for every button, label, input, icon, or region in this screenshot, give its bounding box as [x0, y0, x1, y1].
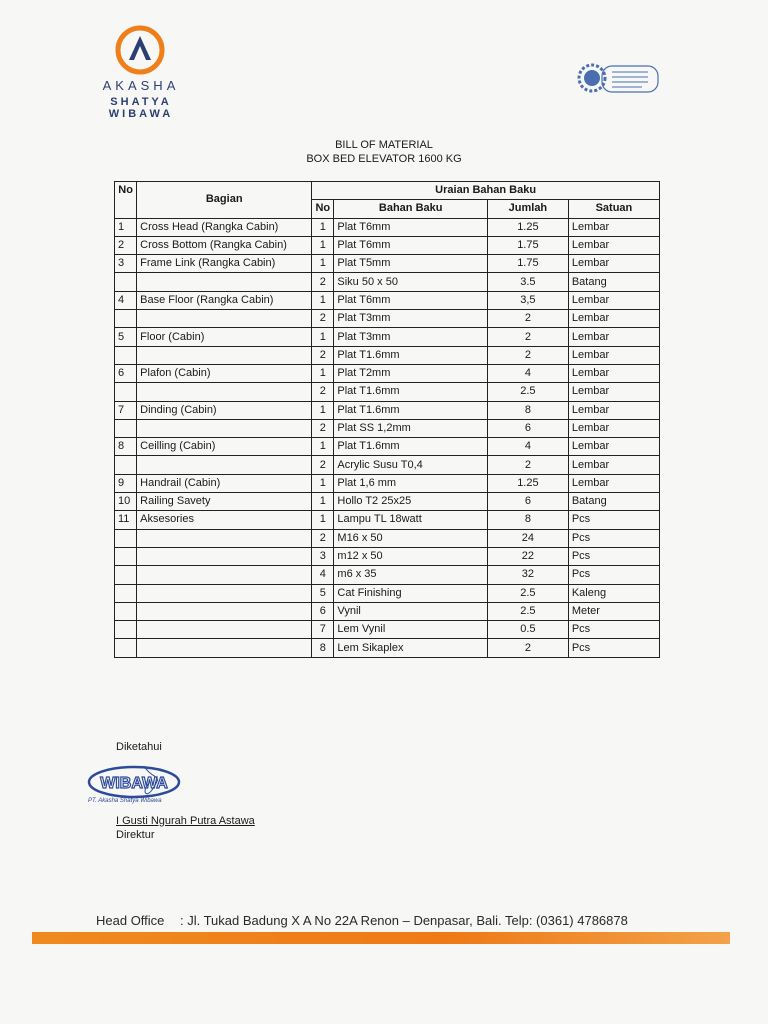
cell-bahan-baku: Plat 1,6 mm [334, 474, 488, 492]
table-row [115, 401, 660, 419]
cell-no2: 8 [312, 639, 334, 657]
cell-bahan-baku: Siku 50 x 50 [334, 273, 488, 291]
cell-no: 2 [115, 236, 137, 254]
cell-no2: 4 [312, 566, 334, 584]
cell-no [115, 529, 137, 547]
cell-jumlah: 24 [487, 529, 568, 547]
cell-no [115, 419, 137, 437]
company-name-line2: SHATYA WIBAWA [108, 96, 174, 120]
cell-bahan-baku: m12 x 50 [334, 547, 488, 565]
table-row [115, 328, 660, 346]
table-row [115, 383, 660, 401]
cell-jumlah: 2 [487, 639, 568, 657]
cell-bahan-baku: Plat T2mm [334, 364, 488, 382]
cell-satuan: Pcs [568, 639, 659, 657]
cell-satuan: Lembar [568, 364, 659, 382]
table-row [115, 529, 660, 547]
cell-no2: 2 [312, 273, 334, 291]
cell-bahan-baku: M16 x 50 [334, 529, 488, 547]
cell-jumlah: 22 [487, 547, 568, 565]
cell-no [115, 310, 137, 328]
cell-bagian: Base Floor (Rangka Cabin) [137, 291, 312, 309]
cell-bagian [137, 419, 312, 437]
cell-bagian [137, 566, 312, 584]
cell-bagian: Cross Head (Rangka Cabin) [137, 218, 312, 236]
cell-jumlah: 6 [487, 493, 568, 511]
cell-bagian: Aksesories [137, 511, 312, 529]
table-row [115, 346, 660, 364]
cell-no: 7 [115, 401, 137, 419]
header-no2: No [312, 200, 334, 218]
cell-no [115, 584, 137, 602]
document-title [0, 138, 768, 166]
cell-jumlah: 2.5 [487, 584, 568, 602]
cell-no2: 1 [312, 438, 334, 456]
cell-bahan-baku: Plat SS 1,2mm [334, 419, 488, 437]
cell-no2: 2 [312, 310, 334, 328]
table-row [115, 419, 660, 437]
cell-no2: 1 [312, 236, 334, 254]
cell-no2: 2 [312, 529, 334, 547]
title-line2: BOX BED ELEVATOR 1600 KG [306, 153, 462, 165]
cell-no2: 1 [312, 328, 334, 346]
cell-jumlah: 4 [487, 364, 568, 382]
cell-no2: 2 [312, 383, 334, 401]
table-row [115, 291, 660, 309]
cell-no2: 3 [312, 547, 334, 565]
cell-no [115, 456, 137, 474]
cell-bagian [137, 456, 312, 474]
cell-jumlah: 2 [487, 310, 568, 328]
cell-bagian [137, 621, 312, 639]
table-row [115, 438, 660, 456]
cell-bahan-baku: Plat T6mm [334, 236, 488, 254]
table-row [115, 236, 660, 254]
cell-jumlah: 6 [487, 419, 568, 437]
signatory-name: I Gusti Ngurah Putra Astawa [116, 815, 255, 827]
cell-satuan: Lembar [568, 383, 659, 401]
cell-no: 4 [115, 291, 137, 309]
cell-satuan: Batang [568, 493, 659, 511]
header-uraian-bahan-baku: Uraian Bahan Baku [312, 182, 660, 200]
cell-jumlah: 1.25 [487, 474, 568, 492]
cell-satuan: Pcs [568, 621, 659, 639]
cell-bagian: Frame Link (Rangka Cabin) [137, 255, 312, 273]
akasha-logo-icon [114, 24, 166, 76]
cell-bagian [137, 584, 312, 602]
table-row [115, 218, 660, 236]
cell-no [115, 383, 137, 401]
table-row [115, 493, 660, 511]
cell-no [115, 621, 137, 639]
table-row [115, 621, 660, 639]
signatory-position: Direktur [116, 829, 155, 841]
company-stamp [84, 762, 194, 812]
cell-no [115, 547, 137, 565]
cell-no2: 1 [312, 511, 334, 529]
header-jumlah: Jumlah [487, 200, 568, 218]
table-row [115, 456, 660, 474]
cell-no2: 1 [312, 364, 334, 382]
cell-no: 9 [115, 474, 137, 492]
cell-satuan: Lembar [568, 419, 659, 437]
cell-bahan-baku: Plat T1.6mm [334, 383, 488, 401]
cell-no [115, 639, 137, 657]
footer-color-bar [32, 932, 730, 944]
company-name-line1: AKASHA [102, 78, 180, 93]
footer-address-text: : Jl. Tukad Badung X A No 22A Renon – Denpasar, Bali. Telp: (0361) 4786878 [180, 913, 628, 928]
table-row [115, 474, 660, 492]
header-satuan: Satuan [568, 200, 659, 218]
cell-satuan: Lembar [568, 401, 659, 419]
cell-no2: 5 [312, 584, 334, 602]
cell-jumlah: 8 [487, 511, 568, 529]
cell-satuan: Lembar [568, 474, 659, 492]
cell-bahan-baku: Plat T5mm [334, 255, 488, 273]
cell-bagian [137, 529, 312, 547]
iso-certification-icon [576, 58, 660, 98]
cell-no2: 2 [312, 419, 334, 437]
cell-bahan-baku: Hollo T2 25x25 [334, 493, 488, 511]
cell-no [115, 566, 137, 584]
cell-bahan-baku: Acrylic Susu T0,4 [334, 456, 488, 474]
cell-bahan-baku: Plat T6mm [334, 291, 488, 309]
footer-address [96, 913, 628, 928]
cell-bagian: Handrail (Cabin) [137, 474, 312, 492]
cell-satuan: Pcs [568, 529, 659, 547]
cell-no: 3 [115, 255, 137, 273]
cell-jumlah: 4 [487, 438, 568, 456]
header-no: No [115, 182, 137, 219]
cell-no2: 6 [312, 602, 334, 620]
cell-jumlah: 1.75 [487, 255, 568, 273]
cell-no2: 1 [312, 474, 334, 492]
acknowledged-label: Diketahui [116, 741, 162, 753]
cell-satuan: Lembar [568, 438, 659, 456]
title-line1: BILL OF MATERIAL [335, 139, 433, 151]
company-logo [76, 22, 206, 120]
table-row [115, 566, 660, 584]
cell-satuan: Pcs [568, 547, 659, 565]
cell-no2: 1 [312, 255, 334, 273]
cell-bagian: Railing Savety [137, 493, 312, 511]
cell-bagian [137, 547, 312, 565]
cell-bagian: Cross Bottom (Rangka Cabin) [137, 236, 312, 254]
cell-satuan: Lembar [568, 291, 659, 309]
cell-bahan-baku: Lem Vynil [334, 621, 488, 639]
cell-jumlah: 3,5 [487, 291, 568, 309]
stamp-caption: PT. Akasha Shatya Wibawa [88, 798, 162, 804]
cell-bahan-baku: Plat T3mm [334, 328, 488, 346]
cell-satuan: Lembar [568, 236, 659, 254]
cell-bagian: Dinding (Cabin) [137, 401, 312, 419]
cell-no2: 1 [312, 218, 334, 236]
cell-bahan-baku: Plat T3mm [334, 310, 488, 328]
cell-no: 8 [115, 438, 137, 456]
cell-satuan: Lembar [568, 218, 659, 236]
cell-bagian [137, 310, 312, 328]
table-body [115, 218, 660, 657]
table-row [115, 602, 660, 620]
cell-satuan: Pcs [568, 511, 659, 529]
table-row [115, 584, 660, 602]
cell-no [115, 602, 137, 620]
cell-no: 1 [115, 218, 137, 236]
cell-jumlah: 2.5 [487, 383, 568, 401]
cell-jumlah: 0.5 [487, 621, 568, 639]
cell-bagian: Floor (Cabin) [137, 328, 312, 346]
cell-satuan: Lembar [568, 346, 659, 364]
cell-bagian [137, 639, 312, 657]
cell-bagian [137, 273, 312, 291]
cell-satuan: Kaleng [568, 584, 659, 602]
cell-bahan-baku: Vynil [334, 602, 488, 620]
table-row [115, 364, 660, 382]
cell-bahan-baku: Plat T1.6mm [334, 401, 488, 419]
cell-jumlah: 32 [487, 566, 568, 584]
cell-no2: 1 [312, 401, 334, 419]
cell-jumlah: 2.5 [487, 602, 568, 620]
cell-jumlah: 3.5 [487, 273, 568, 291]
table-row [115, 547, 660, 565]
cell-no [115, 346, 137, 364]
cell-bagian: Plafon (Cabin) [137, 364, 312, 382]
cell-satuan: Meter [568, 602, 659, 620]
cell-bahan-baku: Lampu TL 18watt [334, 511, 488, 529]
cell-jumlah: 1.75 [487, 236, 568, 254]
table-row [115, 511, 660, 529]
cell-satuan: Lembar [568, 255, 659, 273]
cell-no2: 1 [312, 493, 334, 511]
table-header-row [115, 182, 660, 200]
cell-bagian [137, 346, 312, 364]
header-bagian: Bagian [137, 182, 312, 219]
cell-no2: 2 [312, 346, 334, 364]
table-row [115, 255, 660, 273]
table-row [115, 639, 660, 657]
cell-no2: 2 [312, 456, 334, 474]
cell-satuan: Batang [568, 273, 659, 291]
cell-no2: 1 [312, 291, 334, 309]
footer-label: Head Office [96, 913, 165, 928]
cell-satuan: Pcs [568, 566, 659, 584]
cell-bahan-baku: Plat T6mm [334, 218, 488, 236]
cell-jumlah: 1.25 [487, 218, 568, 236]
header-bahan-baku: Bahan Baku [334, 200, 488, 218]
cell-jumlah: 2 [487, 346, 568, 364]
cell-no: 5 [115, 328, 137, 346]
cell-bagian [137, 383, 312, 401]
cell-jumlah: 2 [487, 328, 568, 346]
table-row [115, 310, 660, 328]
cell-bahan-baku: Cat Finishing [334, 584, 488, 602]
cell-no: 10 [115, 493, 137, 511]
cell-bagian [137, 602, 312, 620]
cell-no [115, 273, 137, 291]
bill-of-material-table [114, 181, 660, 658]
cell-no: 6 [115, 364, 137, 382]
cell-no2: 7 [312, 621, 334, 639]
cell-bahan-baku: Plat T1.6mm [334, 438, 488, 456]
cell-no: 11 [115, 511, 137, 529]
cell-bahan-baku: Lem Sikaplex [334, 639, 488, 657]
cell-satuan: Lembar [568, 310, 659, 328]
cell-satuan: Lembar [568, 456, 659, 474]
stamp-text: WIBAWA [100, 775, 168, 792]
cell-bahan-baku: Plat T1.6mm [334, 346, 488, 364]
table-row [115, 273, 660, 291]
cell-jumlah: 8 [487, 401, 568, 419]
cell-bahan-baku: m6 x 35 [334, 566, 488, 584]
cell-satuan: Lembar [568, 328, 659, 346]
cell-bagian: Ceilling (Cabin) [137, 438, 312, 456]
cell-jumlah: 2 [487, 456, 568, 474]
